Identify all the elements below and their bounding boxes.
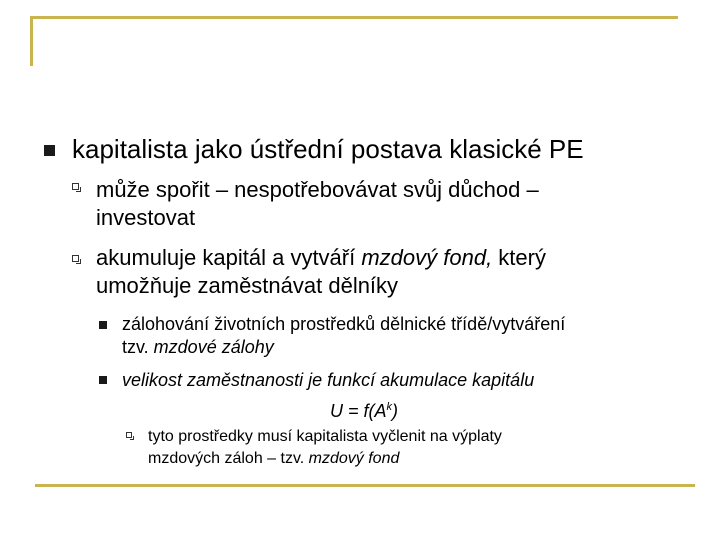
level3-item-line: velikost zaměstnanosti je funkcí akumulace kapitálu — [122, 370, 535, 390]
level4-item-line: mzdových záloh – tzv. mzdový fond — [148, 450, 400, 467]
level2-item — [96, 244, 546, 300]
decorative-left-rule — [30, 16, 33, 66]
level3-item-line: tzv. mzdové zálohy — [122, 337, 274, 357]
bullet-square-icon — [44, 145, 55, 156]
level4-item-line: tyto prostředky musí kapitalista vyčlenit na výplaty — [148, 428, 502, 445]
bullet-hollow-square-icon — [72, 255, 79, 262]
level2-item — [96, 176, 539, 232]
formula: $U = f(A^k)$ — [330, 401, 399, 421]
level2-item-line: investovat — [96, 205, 196, 230]
level2-item-line: umožňuje zaměstnávat dělníky — [96, 273, 399, 298]
decorative-top-rule — [30, 16, 678, 19]
level2-item-line: akumuluje kapitál a vytváří mzdový fond, který — [96, 245, 546, 270]
level1-item: kapitalista jako ústřední postava klasické PE — [72, 134, 584, 164]
level3-item-line: zálohování životních prostředků dělnické třídě/vytváření — [122, 314, 566, 334]
level3-item — [122, 313, 565, 359]
level3-item — [122, 369, 534, 392]
bullet-square-icon — [99, 321, 107, 329]
decorative-bottom-rule — [35, 484, 695, 487]
bullet-hollow-square-icon — [72, 183, 79, 190]
bullet-hollow-square-icon — [126, 432, 132, 438]
bullet-square-icon — [99, 376, 107, 384]
level2-item-line: může spořit – nespotřebovávat svůj důchod – — [96, 177, 539, 202]
level4-item — [148, 426, 502, 470]
